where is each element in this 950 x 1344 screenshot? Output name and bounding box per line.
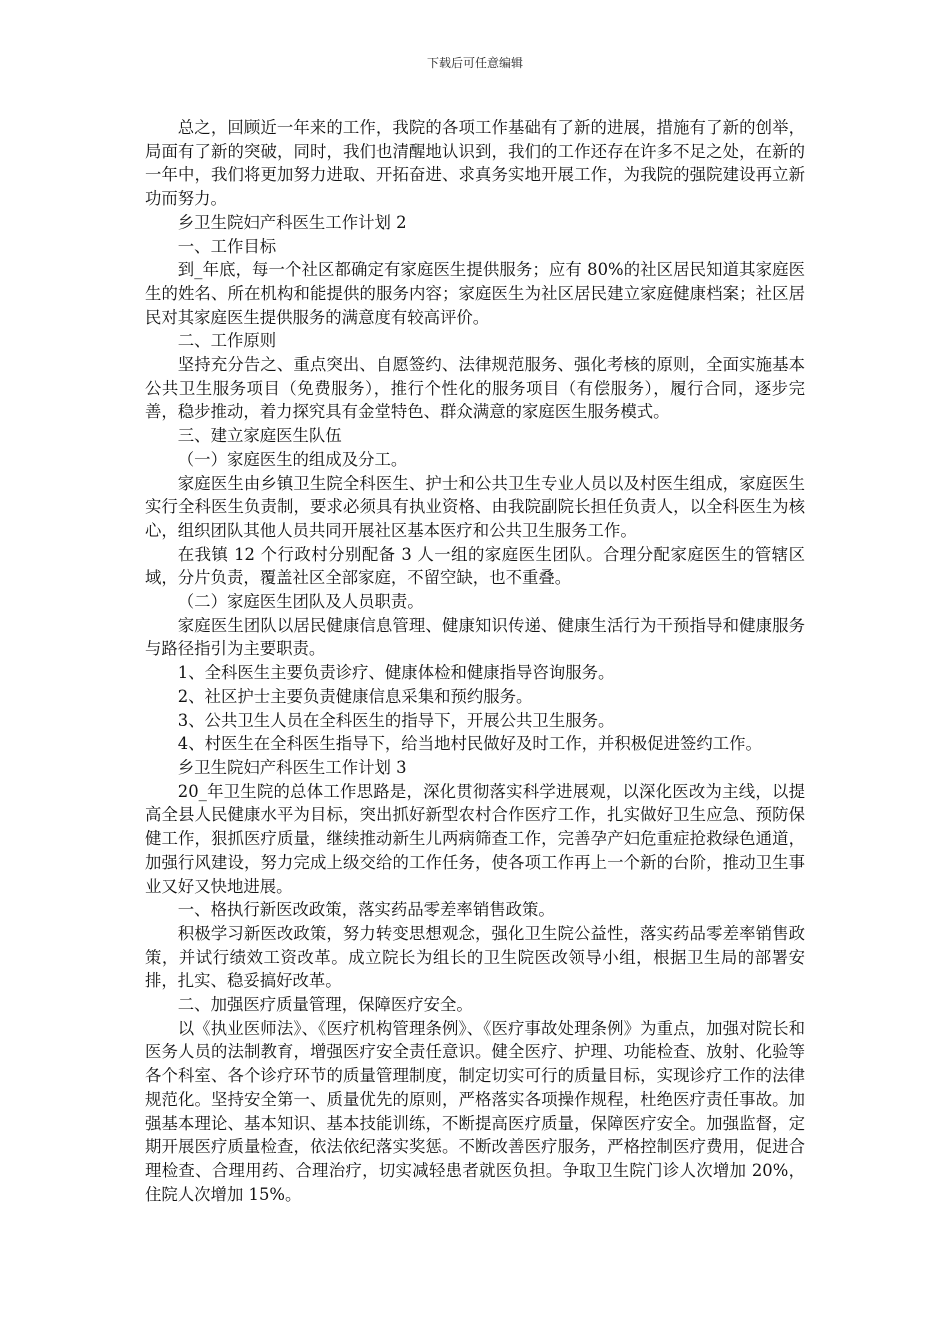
document-body xyxy=(145,116,805,1206)
body-paragraph: 1、全科医生主要负责诊疗、健康体检和健康指导咨询服务。 xyxy=(177,663,615,683)
body-paragraph: 4、村医生在全科医生指导下，给当地村民做好及时工作，并积极促进签约工作。 xyxy=(177,734,762,754)
page-header: 下载后可任意编辑 xyxy=(426,56,523,70)
body-paragraph: 到_年底，每一个社区都确定有家庭医生提供服务；应有 80%的社区居民知道其家庭医生的姓名、所在机构和能提供的服务内容；家庭医生为社区居民建立家庭健康档案；社区居民对其家庭医生提供服务的满意度有较高评价。 xyxy=(145,260,805,327)
body-paragraph: 3、公共卫生人员在全科医生的指导下，开展公共卫生服务。 xyxy=(177,710,615,730)
section-heading: 一、格执行新医改政策，落实药品零差率销售政策。 xyxy=(177,900,555,920)
section-heading: 二、加强医疗质量管理，保障医疗安全。 xyxy=(177,995,473,1015)
section-heading: （二）家庭医生团队及人员职责。 xyxy=(177,592,424,612)
body-paragraph: 以《执业医师法》、《医疗机构管理条例》、《医疗事故处理条例》为重点，加强对院长和医务人员的法制教育，增强医疗安全责任意识。健全医疗、护理、功能检查、放射、化验等各个科室、各个诊疗环节的质量管理制度，制定切实可行的质量目标，实现诊疗工作的法律规范化。坚持安全第一、质量优先的原则，严格落实各项操作规程，杜绝医疗责任事故。加强基本理论、基本知识、基本技能训练，不断提高医疗质量，保障医疗安全。加强监督，定期开展医疗质量检查，依法依纪落实奖惩。不断改善医疗服务，严格控制医疗费用，促进合理检查、合理用药、合理治疗，切实减轻患者就医负担。争取卫生院门诊人次增加 20%，住院人次增加 15%。 xyxy=(145,1018,805,1204)
section-heading: 三、建立家庭医生队伍 xyxy=(177,426,342,446)
section-heading: （一）家庭医生的组成及分工。 xyxy=(177,449,408,469)
section-heading: 乡卫生院妇产科医生工作计划 3 xyxy=(177,757,407,777)
body-paragraph: 总之，回顾近一年来的工作，我院的各项工作基础有了新的进展，措施有了新的创举，局面有了新的突破，同时，我们也清醒地认识到，我们的工作还存在许多不足之处，在新的一年中，我们将更加努力进取、开拓奋进、求真务实地开展工作，为我院的强院建设再立新功而努力。 xyxy=(145,118,805,209)
body-paragraph: 20_年卫生院的总体工作思路是，深化贯彻落实科学进展观，以深化医改为主线，以提高全县人民健康水平为目标，突出抓好新型农村合作医疗工作，扎实做好卫生应急、预防保健工作，狠抓医疗质量，继续推动新生儿两病筛查工作，完善孕产妇危重症抢救绿色通道，加强行风建设，努力完成上级交给的工作任务，使各项工作再上一个新的台阶，推动卫生事业又好又快地进展。 xyxy=(145,781,805,896)
section-heading: 乡卫生院妇产科医生工作计划 2 xyxy=(177,212,407,232)
body-paragraph: 积极学习新医改政策，努力转变思想观念，强化卫生院公益性，落实药品零差率销售政策，并试行绩效工资改革。成立院长为组长的卫生院医改领导小组，根据卫生局的部署安排，扎实、稳妥搞好改革。 xyxy=(145,923,805,991)
body-paragraph: 家庭医生团队以居民健康信息管理、健康知识传递、健康生活行为干预指导和健康服务与路径指引为主要职责。 xyxy=(145,615,805,659)
section-heading: 二、工作原则 xyxy=(177,331,277,351)
body-paragraph: 坚持充分告之、重点突出、自愿签约、法律规范服务、强化考核的原则，全面实施基本公共卫生服务项目（免费服务），推行个性化的服务项目（有偿服务），履行合同，逐步完善，稳步推动，着力探究具有金堂特色、群众满意的家庭医生服务模式。 xyxy=(145,355,805,422)
body-paragraph: 家庭医生由乡镇卫生院全科医生、护士和公共卫生专业人员以及村医生组成，家庭医生实行全科医生负责制，要求必须具有执业资格、由我院副院长担任负责人，以全科医生为核心，组织团队其他人员共同开展社区基本医疗和公共卫生服务工作。 xyxy=(145,473,805,540)
body-paragraph: 在我镇 12 个行政村分别配备 3 人一组的家庭医生团队。合理分配家庭医生的管辖区域，分片负责，覆盖社区全部家庭，不留空缺，也不重叠。 xyxy=(145,544,805,588)
body-paragraph: 2、社区护士主要负责健康信息采集和预约服务。 xyxy=(177,686,533,706)
section-heading: 一、工作目标 xyxy=(177,236,277,256)
